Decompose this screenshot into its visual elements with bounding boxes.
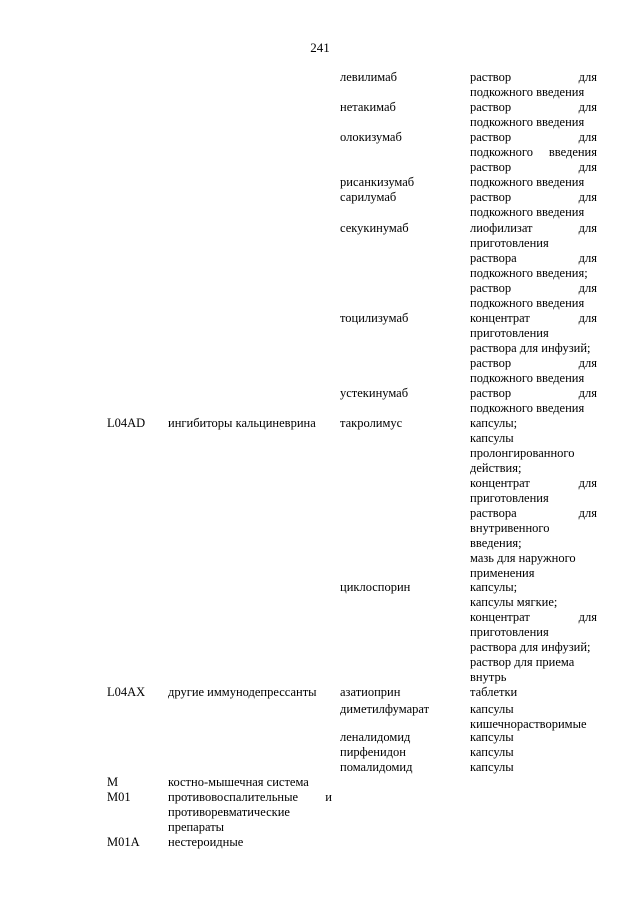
dosage-form: капсулы; капсулы мягкие; концентрат для приготовления раствора для инфузий; раствор для приема внутрь	[470, 580, 597, 684]
dosage-form: капсулы кишечнорастворимые	[470, 702, 587, 731]
dosage-form: подкожного введения	[470, 175, 585, 189]
anatomical-therapeutic-group: костно-мышечная система	[168, 775, 309, 789]
atc-code: L04AD	[107, 416, 146, 430]
drug-name: левилимаб	[340, 70, 398, 84]
dosage-form: раствор для подкожного введения	[470, 130, 597, 159]
drug-name: циклоспорин	[340, 580, 411, 594]
drug-name: азатиоприн	[340, 685, 401, 699]
dosage-form: раствор для подкожного введения	[470, 190, 597, 219]
drug-name: пирфенидон	[340, 745, 406, 759]
dosage-form: капсулы	[470, 760, 514, 774]
anatomical-therapeutic-group: противовоспалительные и противоревматические препараты	[168, 790, 332, 834]
dosage-form: капсулы; капсулы пролонгированного действия; концентрат для приготовления раствора для внутривенного введения; мазь для наружного применения	[470, 416, 597, 580]
drug-name: сарилумаб	[340, 190, 397, 204]
atc-code: M01A	[107, 835, 140, 849]
dosage-form: концентрат для приготовления раствора для инфузий; раствор для подкожного введения	[470, 311, 597, 385]
drug-name: олокизумаб	[340, 130, 402, 144]
atc-code: L04AX	[107, 685, 146, 699]
anatomical-therapeutic-group: ингибиторы кальциневрина	[168, 416, 316, 430]
drug-name: диметилфумарат	[340, 702, 430, 716]
anatomical-therapeutic-group: нестероидные	[168, 835, 244, 849]
anatomical-therapeutic-group: другие иммунодепрессанты	[168, 685, 317, 699]
drug-name: устекинумаб	[340, 386, 409, 400]
drug-name: помалидомид	[340, 760, 413, 774]
dosage-form: раствор для подкожного введения	[470, 70, 597, 99]
dosage-form: раствор для подкожного введения	[470, 100, 597, 129]
drug-name: тоцилизумаб	[340, 311, 409, 325]
dosage-form: раствор для	[470, 160, 597, 174]
atc-code: M	[107, 775, 119, 789]
drug-name: рисанкизумаб	[340, 175, 415, 189]
drug-name: такролимус	[340, 416, 403, 430]
drug-name: нетакимаб	[340, 100, 396, 114]
dosage-form: капсулы	[470, 730, 514, 744]
drug-name: леналидомид	[340, 730, 411, 744]
atc-code: M01	[107, 790, 131, 804]
dosage-form: лиофилизат для приготовления раствора для подкожного введения; раствор для подкожного введения	[470, 221, 597, 310]
dosage-form: таблетки	[470, 685, 518, 699]
dosage-form: раствор для подкожного введения	[470, 386, 597, 415]
page-number: 241	[310, 40, 330, 55]
drug-name: секукинумаб	[340, 221, 409, 235]
dosage-form: капсулы	[470, 745, 514, 759]
